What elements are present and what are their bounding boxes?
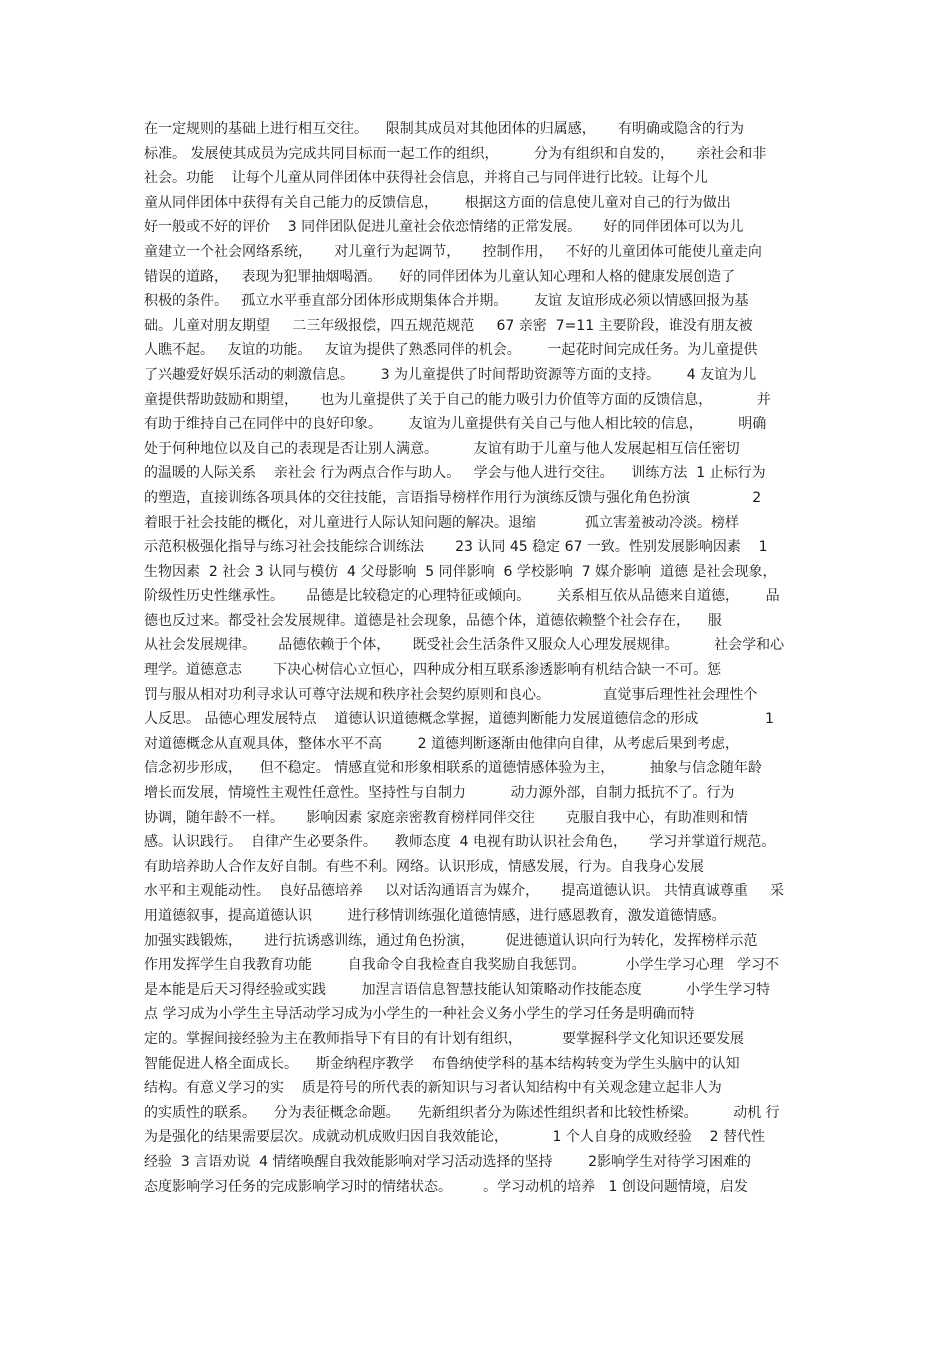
- text-line: 从社会发展规律。 品德依赖于个体， 既受社会生活条件又服众人心理发展规律。 社会学和心: [144, 637, 785, 654]
- text-line: 童从同伴团体中获得有关自己能力的反馈信息， 根据这方面的信息使儿童对自己的行为做出: [144, 194, 731, 211]
- text-line: 童提供帮助鼓励和期望， 也为儿童提供了关于自己的能力吸引力价值等方面的反馈信息， 并: [144, 391, 771, 408]
- text-line: 德也反过来。都受社会发展规律。道德是社会现象，品德个体，道德依赖整个社会存在， 服: [144, 612, 722, 629]
- text-line: 经验 3 言语劝说 4 情绪唤醒自我效能影响对学习活动选择的坚持 2影响学生对待学习困难的: [144, 1153, 752, 1170]
- text-line: 着眼于社会技能的概化，对儿童进行人际认知问题的解决。退缩 孤立害羞被动冷淡。榜样: [144, 514, 739, 531]
- text-line: 水平和主观能动性。 良好品德培养 以对话沟通语言为媒介， 提高道德认识。 共情真诚尊重 采: [144, 883, 785, 900]
- text-line: 标准。 发展使其成员为完成共同目标而一起工作的组织， 分为有组织和自发的， 亲社会和非: [144, 145, 767, 162]
- text-line: 有助于维持自己在同伴中的良好印象。 友谊为儿童提供有关自己与他人相比较的信息， 明确: [144, 416, 767, 433]
- text-line: 态度影响学习任务的完成影响学习时的情绪状态。 。学习动机的培养 1 创设问题情境，启发: [144, 1178, 748, 1195]
- text-line: 示范积极强化指导与练习社会技能综合训练法 23 认同 45 稳定 67 一致。性别发展影响因素 1: [144, 539, 768, 556]
- text-line: 的温暖的人际关系 亲社会 行为两点合作与助人。 学会与他人进行交往。 训练方法 1 止标行为: [144, 465, 766, 482]
- text-line: 础。儿童对朋友期望 二三年级报偿，四五规范规范 67 亲密 7=11 主要阶段，谁没有朋友被: [144, 317, 753, 334]
- text-line: 理学。道德意志 下决心树信心立恒心，四种成分相互联系渗透影响有机结合缺一不可。惩: [144, 662, 722, 679]
- text-line: 智能促进人格全面成长。 斯金纳程序教学 布鲁纳使学科的基本结构转变为学生头脑中的认知: [144, 1055, 740, 1072]
- text-line: 用道德叙事，提高道德认识 进行移情训练强化道德情感，进行感恩教育，激发道德情感。: [144, 908, 726, 924]
- text-line: 的塑造，直接训练各项具体的交往技能，言语指导榜样作用行为演练反馈与强化角色扮演 2: [144, 489, 762, 506]
- text-line: 处于何种地位以及自己的表现是否让别人满意。 友谊有助于儿童与他人发展起相互信任密切: [144, 440, 740, 457]
- text-line: 童建立一个社会网络系统， 对儿童行为起调节， 控制作用， 不好的儿童团体可能使儿童走向: [144, 243, 762, 260]
- text-line: 增长而发展，情境性主观性任意性。坚持性与自制力 动力源外部，自制力抵抗不了。行为: [144, 785, 735, 802]
- text-line: 定的。掌握间接经验为主在教师指导下有目的有计划有组织， 要掌握科学文化知识还要发展: [144, 1030, 745, 1047]
- text-line: 为是强化的结果需要层次。成就动机成败归因自我效能论， 1 个人自身的成败经验 2 替代性: [144, 1129, 766, 1146]
- text-line: 生物因素 2 社会 3 认同与模仿 4 父母影响 5 同伴影响 6 学校影响 7 媒介影响 道德 是社会现象，: [144, 563, 777, 580]
- text-line: 有助培养助人合作友好自制。有些不利。网络。认识形成，情感发展，行为。自我身心发展: [144, 858, 704, 875]
- text-line: 的实质性的联系。 分为表征概念命题。 先新组织者分为陈述性组织者和比较性桥梁。 动机 行: [144, 1104, 780, 1121]
- text-line: 作用发挥学生自我教育功能 自我命令自我检查自我奖励自我惩罚。 小学生学习心理 学习不: [144, 957, 780, 974]
- text-line: 在一定规则的基础上进行相互交往。 限制其成员对其他团体的归属感， 有明确或隐含的行为: [144, 121, 745, 137]
- text-line: 积极的条件。 孤立水平垂直部分团体形成期集体合并期。 友谊 友谊形成必须以情感回报为基: [144, 293, 749, 310]
- text-line: 信念初步形成， 但不稳定。 情感直觉和形象相联系的道德情感体验为主， 抽象与信念随年龄: [144, 760, 762, 777]
- text-line: 结构。有意义学习的实 质是符号的所代表的新知识与习者认知结构中有关观念建立起非人为: [144, 1080, 722, 1097]
- text-line: 是本能是后天习得经验或实践 加涅言语信息智慧技能认知策略动作技能态度 小学生学习特: [144, 981, 771, 998]
- text-line: 感。认识践行。 自律产生必要条件。 教师态度 4 电视有助认识社会角色， 学习并掌道行规范。: [144, 834, 776, 851]
- text-line: 了兴趣爱好娱乐活动的刺激信息。 3 为儿童提供了时间帮助资源等方面的支持。 4 友谊为儿: [144, 366, 757, 383]
- body-text: [144, 117, 810, 1199]
- text-line: 罚与服从相对功利寻求认可尊守法规和秩序社会契约原则和良心。 直觉事后理性社会理性个: [144, 686, 758, 703]
- text-line: 点 学习成为小学生主导活动学习成为小学生的一种社会义务小学生的学习任务是明确而特: [144, 1006, 695, 1023]
- text-line: 人反思。 品德心理发展特点 道德认识道德概念掌握，道德判断能力发展道德信念的形成 1: [144, 711, 774, 728]
- text-line: 协调，随年龄不一样。 影响因素 家庭亲密教育榜样同伴交往 克服自我中心，有助准则和情: [144, 809, 748, 826]
- text-line: 加强实践锻炼， 进行抗诱惑训练，通过角色扮演， 促进德道认识向行为转化，发挥榜样示范: [144, 932, 758, 949]
- text-line: 人瞧不起。 友谊的功能。 友谊为提供了熟悉同伴的机会。 一起花时间完成任务。为儿童提供: [144, 342, 758, 359]
- text-line: 好一般或不好的评价 3 同伴团队促进儿童社会依恋情绪的正常发展。 好的同伴团体可以为儿: [144, 219, 744, 236]
- text-line: 错误的道路， 表现为犯罪抽烟喝酒。 好的同伴团体为儿童认知心理和人格的健康发展创造了: [144, 268, 736, 285]
- text-line: 阶级性历史性继承性。 品德是比较稳定的心理特征或倾向。 关系相互依从品德来自道德， 品: [144, 588, 780, 605]
- text-line: 社会。功能 让每个儿童从同伴团体中获得社会信息，并将自己与同伴进行比较。让每个儿: [144, 170, 708, 187]
- text-line: 对道德概念从直观具体，整体水平不高 2 道德判断逐渐由他律向自律，从考虑后果到考虑，: [144, 735, 739, 752]
